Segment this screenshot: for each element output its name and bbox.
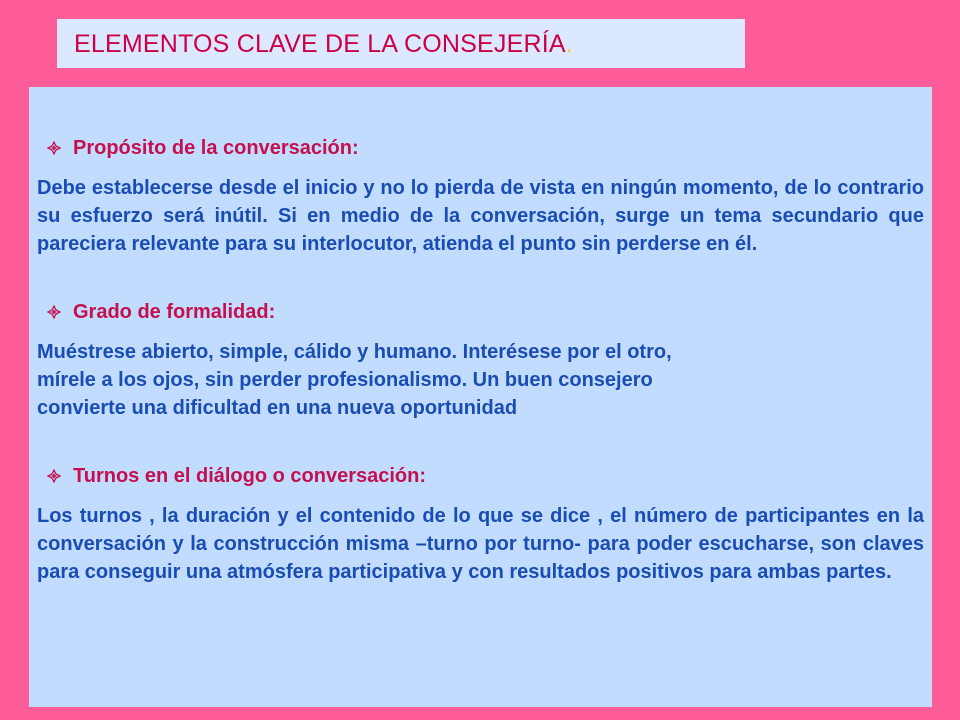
section-body: Los turnos , la duración y el contenido de lo que se dice , el número de participantes en la conversación y la construcción misma –turno por turno- para poder escucharse, son claves para conseguir una atmósfera participativa y con resultados positivos para ambas partes.: [37, 505, 924, 583]
section-proposito: [37, 136, 924, 258]
section-formalidad: [37, 300, 924, 422]
section-heading: [37, 300, 924, 324]
page-title-dot: .: [565, 30, 573, 58]
section-heading-text: Turnos en el diálogo o conversación:: [73, 465, 427, 487]
diamond-bullet-icon: [47, 469, 61, 483]
section-heading-text: Grado de formalidad:: [73, 301, 276, 323]
section-heading: [37, 464, 924, 488]
diamond-bullet-icon: [47, 141, 61, 155]
section-heading: [37, 136, 924, 160]
body-line: mírele a los ojos, sin perder profesionalismo. Un buen consejero: [37, 369, 653, 391]
section-turnos: [37, 464, 924, 586]
section-heading-text: Propósito de la conversación:: [73, 137, 359, 159]
body-line: convierte una dificultad en una nueva oportunidad: [37, 397, 518, 419]
page-title-text: ELEMENTOS CLAVE DE LA CONSEJERÍA: [74, 30, 566, 58]
title-box: [57, 19, 745, 68]
diamond-bullet-icon: [47, 305, 61, 319]
section-body: Debe establecerse desde el inicio y no lo pierda de vista en ningún momento, de lo contrario su esfuerzo será inútil. Si en medio de la conversación, surge un tema secundario que pareciera relevante para su interlocutor, atienda el punto sin perderse en él.: [37, 177, 924, 255]
page-title: [74, 30, 745, 58]
body-line: Muéstrese abierto, simple, cálido y humano. Interésese por el otro,: [37, 341, 672, 363]
content-box: [29, 87, 932, 707]
section-body: [37, 338, 924, 422]
